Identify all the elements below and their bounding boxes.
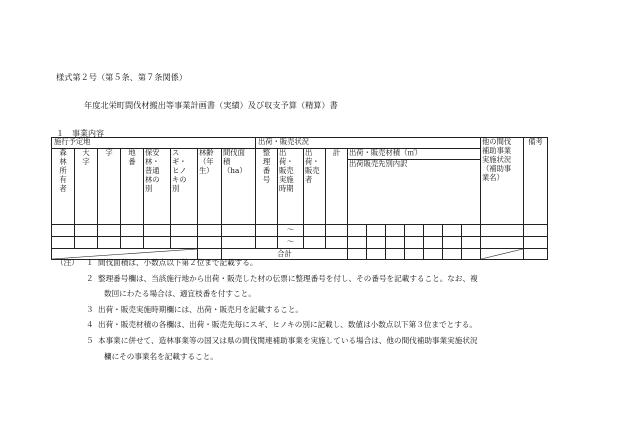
note-item: ３ 出荷・販売実施時期欄には、出荷・販売月を記載すること。 (86, 304, 304, 314)
note-item: ２ 整理番号欄は、当該施行地から出荷・販売した材の伝票に整理番号を付し、その番号を記載すること。なお、複 (86, 273, 478, 283)
total-header: 計 (326, 149, 348, 225)
thinning-area-header: 間伐面 積 （ha） (222, 149, 256, 225)
period-tilde: ～ (278, 225, 304, 237)
stand-age-header: 林齢 （年 生） (198, 149, 222, 225)
forest-owner-header: 森 林 所 有 者 (52, 149, 75, 225)
form-number: 様式第２号（第５条、第７条関係） (56, 72, 188, 82)
period-tilde: ～ (278, 237, 304, 249)
notes-label: （注） (56, 258, 79, 267)
site-group-header: 施行予定地 (52, 138, 256, 149)
forest-type-header: 保安 林・ 普通 林の 別 (144, 149, 171, 225)
document-title: 年度北栄町間伐材搬出等事業計画書（実績）及び収支予算（精算）書 (84, 100, 338, 110)
shipment-period-header: 出 荷・ 販売 実施 時期 (278, 149, 304, 225)
shipper-header: 出 荷・ 販売 者 (304, 149, 326, 225)
remarks-header: 備考 (524, 138, 548, 225)
volume-header: 出荷・販売材積（㎥） (348, 149, 481, 160)
lot-number-header: 地 番 (121, 149, 144, 225)
aza-header: 字 (98, 149, 121, 225)
other-subsidy-header: 他の間伐 補助事業 実施状況 （補助事 業名） (481, 138, 524, 225)
oaza-header: 大 字 (75, 149, 98, 225)
notes (56, 255, 478, 364)
species-header: ス ギ・ ヒノ キの 別 (171, 149, 198, 225)
volume-breakdown-header: 出荷販売先別内訳 (348, 160, 481, 225)
table-row (52, 237, 548, 249)
project-table (51, 137, 548, 260)
note-item: （注） １ 間伐面積は、小数点以下第２位まで記載する。 (56, 255, 478, 271)
table-row (52, 225, 548, 237)
note-item: ５ 本事業に併せて、造林事業等の国又は県の間伐関連補助事業を実施している場合は、他の間伐補助事業実施状況 (86, 335, 478, 345)
table-header-row-1 (52, 138, 548, 149)
total-label: 合計 (222, 249, 348, 260)
sort-number-header: 整 理 番 号 (256, 149, 278, 225)
note-continuation: 数回にわたる場合は、適宜枝番を付すこと。 (104, 289, 256, 299)
note-item: ４ 出荷・販売材積の各欄は、出荷・販売先毎にスギ、ヒノキの別に記載し、数値は小数点以下第３位までとする。 (86, 320, 477, 330)
total-row-diagonal-right (481, 249, 524, 260)
section-number: １ (56, 129, 64, 138)
shipment-group-header: 出荷・販売状況 (256, 138, 481, 149)
section-label: 事業内容 (72, 129, 104, 138)
table-header-row-2 (52, 149, 548, 160)
note-continuation: 欄にその事業名を記載すること。 (104, 351, 218, 361)
